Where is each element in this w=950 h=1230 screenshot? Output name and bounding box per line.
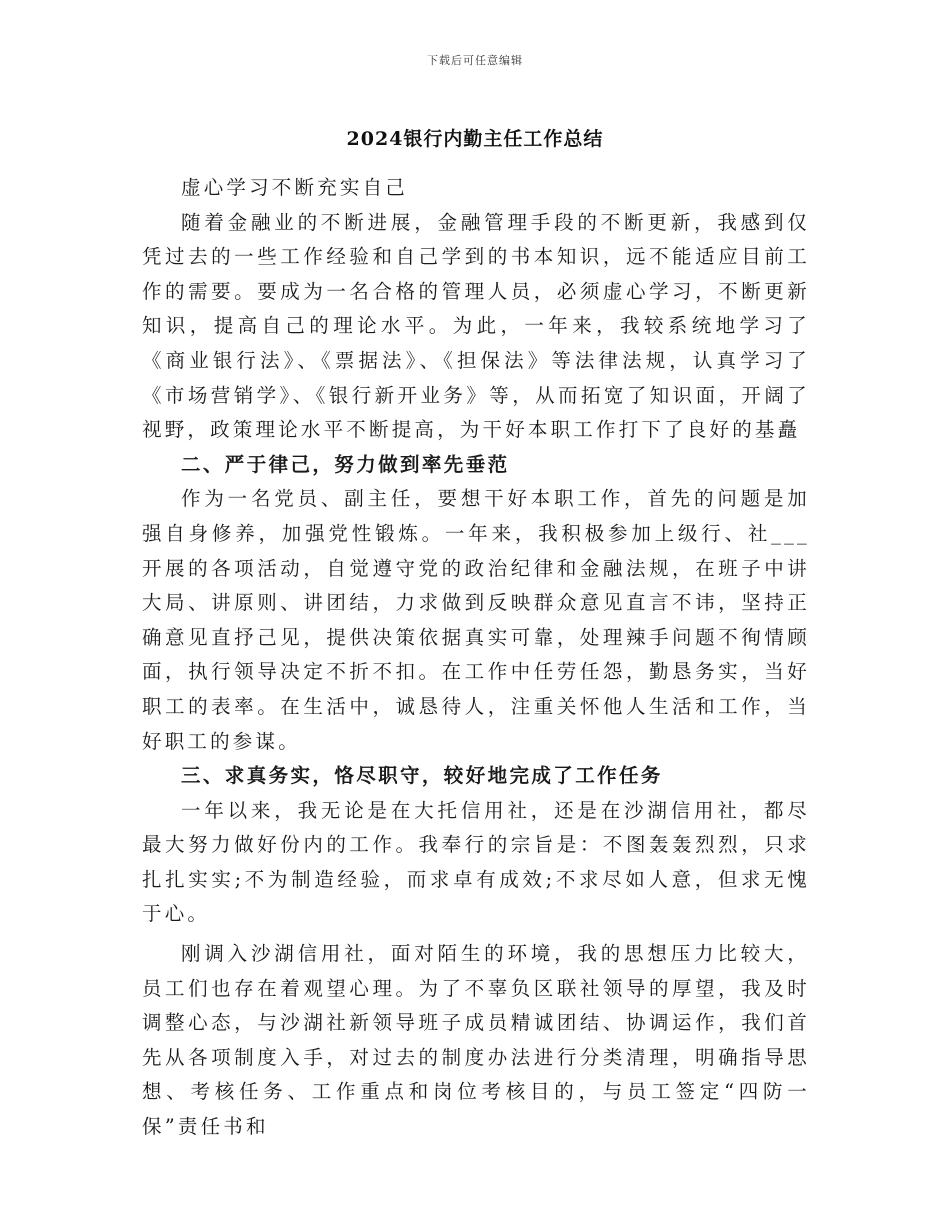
paragraph-shahu: 刚调入沙湖信用社，面对陌生的环境，我的思想压力比较大，员工们也存在着观望心理。为了不辜负区联社领导的厚望，我及时调整心态，与沙湖社新领导班子成员精诚团结、协调运作，我们首先从各项制度入手，对过去的制度办法进行分类清理，明确指导思想、考核任务、工作重点和岗位考核目的，与员工签定“四防一保”责任书和 [142, 942, 810, 1139]
section-heading-3: 三、求真务实，恪尽职守，较好地完成了工作任务 [181, 764, 663, 788]
section-heading-2: 二、严于律己，努力做到率先垂范 [181, 452, 510, 476]
paragraph-discipline: 作为一名党员、副主任，要想干好本职工作，首先的问题是加强自身修养，加强党性锻炼。一年来，我积极参加上级行、社___开展的各项活动，自觉遵守党的政治纪律和金融法规，在班子中讲大局、讲原则、讲团结，力求做到反映群众意见直言不讳，坚持正确意见直抒己见，提供决策依据真实可靠，处理辣手问题不徇情顾面，执行领导决定不折不扣。在工作中任劳任怨，勤恳务实，当好职工的表率。在生活中，诚恳待人，注重关怀他人生活和工作，当好职工的参谋。 [142, 487, 810, 753]
header-note: 下载后可任意编辑 [427, 54, 523, 67]
subheading-study: 虚心学习不断充实自己 [181, 176, 409, 199]
paragraph-duties: 一年以来，我无论是在大托信用社，还是在沙湖信用社，都尽最大努力做好份内的工作。我奉行的宗旨是：不图轰轰烈烈，只求扎扎实实;不为制造经验，而求卓有成效;不求尽如人意，但求无愧于心。 [142, 798, 810, 926]
paragraph-study: 随着金融业的不断进展，金融管理手段的不断更新，我感到仅凭过去的一些工作经验和自己学到的书本知识，远不能适应目前工作的需要。要成为一名合格的管理人员，必须虚心学习，不断更新知识，提高自己的理论水平。为此，一年来，我较系统地学习了《商业银行法》、《票据法》、《担保法》等法律法规，认真学习了《市场营销学》、《银行新开业务》等，从而拓宽了知识面，开阔了视野，政策理论水平不断提高，为干好本职工作打下了良好的基矗 [142, 210, 810, 442]
document-title: 2024银行内勤主任工作总结 [346, 128, 604, 150]
document-body [142, 171, 810, 1145]
